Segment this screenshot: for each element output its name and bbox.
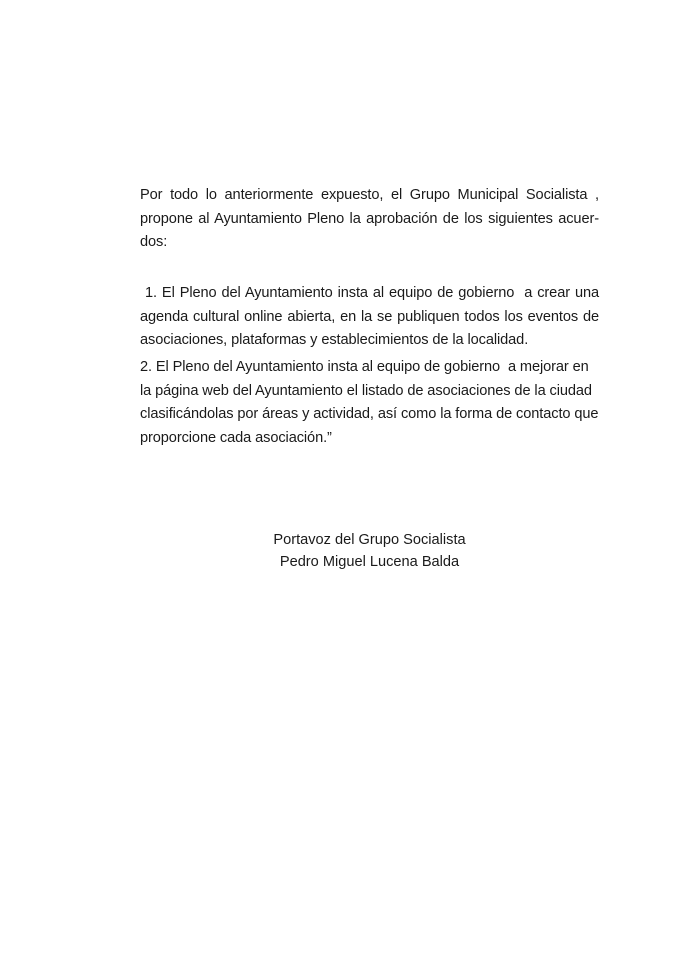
intro-line-3: dos: — [140, 234, 168, 250]
signature-block — [140, 529, 599, 573]
agreement-2-line-1: 2. El Pleno del Ayuntamiento insta al equipo de gobierno a mejorar en — [140, 359, 589, 375]
agreement-2-line-2: la página web del Ayuntamiento el listado de asociaciones de la ciudad — [140, 382, 592, 399]
agreement-1-line-3: asociaciones, plataformas y establecimientos de la localidad. — [140, 332, 529, 348]
intro-paragraph — [140, 184, 599, 255]
agreement-1-line-1: 1. El Pleno del Ayuntamiento insta al equipo de gobierno a crear una — [140, 285, 599, 301]
agreement-2 — [140, 356, 599, 450]
agreement-2-line-4: proporcione cada asociación.” — [140, 429, 332, 446]
agreement-1-line-2: agenda cultural online abierta, en la se publiquen todos los eventos de — [140, 308, 599, 325]
agreement-1 — [140, 282, 599, 353]
signature-name: Pedro Miguel Lucena Balda — [279, 554, 460, 570]
signature-role: Portavoz del Grupo Socialista — [273, 532, 466, 548]
intro-line-2: propone al Ayuntamiento Pleno la aprobación de los siguientes acuer- — [140, 210, 599, 227]
agreement-2-line-3: clasificándolas por áreas y actividad, así como la forma de contacto que — [140, 406, 599, 422]
intro-line-1: Por todo lo anteriormente expuesto, el Grupo Municipal Socialista , — [140, 187, 599, 203]
